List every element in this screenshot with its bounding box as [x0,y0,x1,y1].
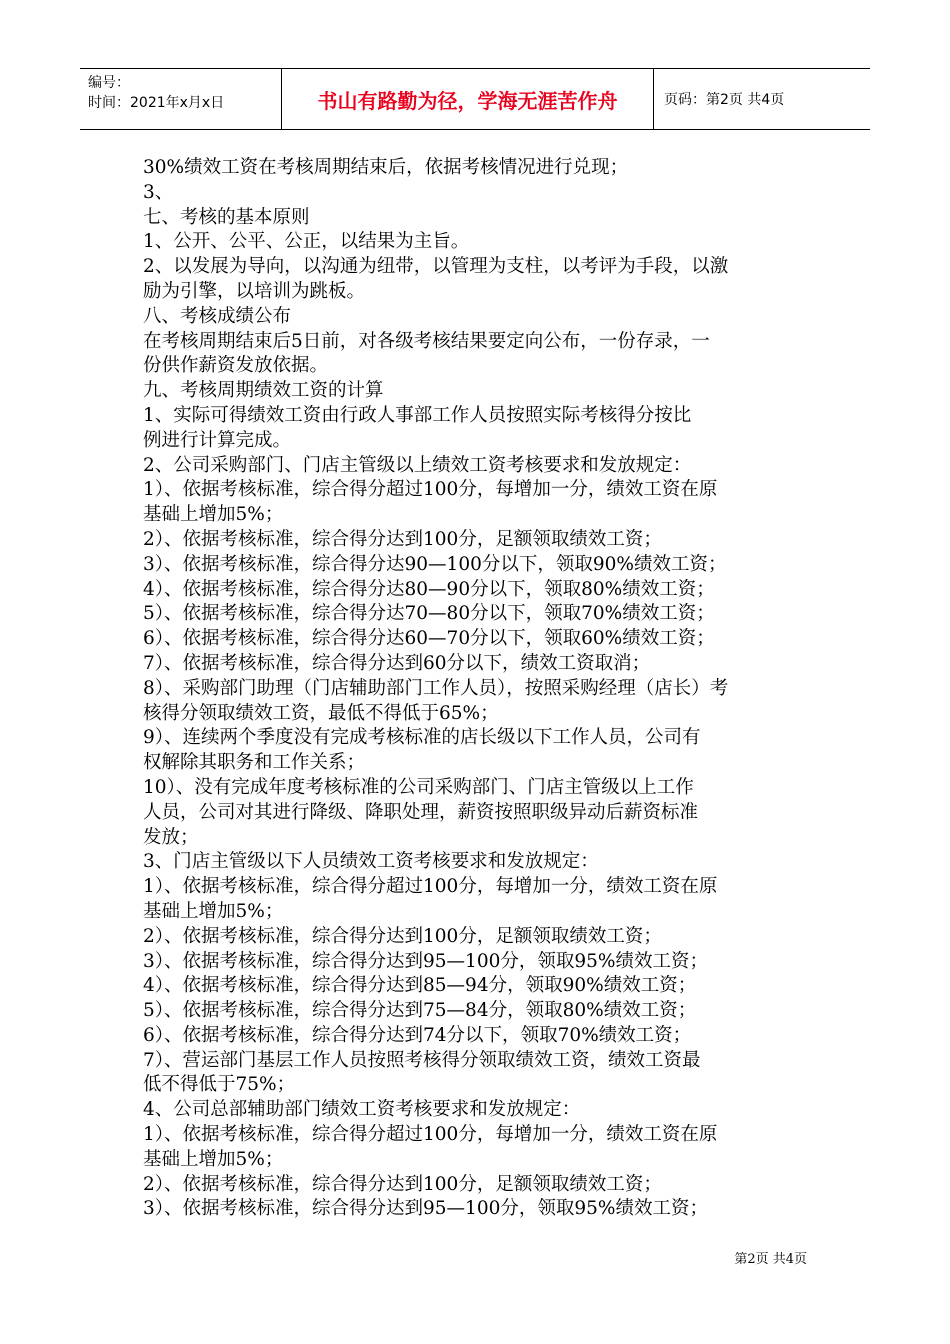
body-line: 基础上增加5%； [143,1148,284,1170]
body-line: 6）、依据考核标准，综合得分达到74分以下，领取70%绩效工资； [143,1024,692,1046]
body-line: 8）、采购部门助理（门店辅助部门工作人员），按照采购经理（店长）考 [143,677,729,699]
body-line: 权解除其职务和工作关系； [143,752,366,774]
body-line: 1）、依据考核标准，综合得分超过100分，每增加一分，绩效工资在原 [143,876,718,898]
body-line: 人员，公司对其进行降级、降职处理，薪资按照职级异动后薪资标准 [143,801,699,823]
body-line: 3）、依据考核标准，综合得分达到95—100分，领取95%绩效工资； [143,1198,708,1220]
body-line: 5）、依据考核标准，综合得分达70—80分以下，领取70%绩效工资； [143,603,715,625]
body-line: 七、考核的基本原则 [143,206,310,228]
body-line: 2、以发展为导向，以沟通为纽带，以管理为支柱，以考评为手段，以激 [143,256,729,278]
body-line: 基础上增加5%； [143,504,284,526]
body-line: 励为引擎，以培训为跳板。 [143,280,366,302]
document-number-label: 编号： [88,75,130,91]
body-line: 4、公司总部辅助部门绩效工资考核要求和发放规定： [143,1099,581,1121]
body-line: 10）、没有完成年度考核标准的公司采购部门、门店主管级以上工作 [143,776,694,798]
header-meta [80,69,282,129]
page-header [80,68,870,130]
body-line: 3）、依据考核标准，综合得分达到95—100分，领取95%绩效工资； [143,950,708,972]
body-line: 5）、依据考核标准，综合得分达到75—84分，领取80%绩效工资； [143,1000,697,1022]
body-line: 份供作薪资发放依据。 [143,355,329,377]
body-line: 发放； [143,826,199,848]
body-line: 4）、依据考核标准，综合得分达到85—94分，领取90%绩效工资； [143,975,697,997]
document-body [143,156,815,1222]
body-line: 例进行计算完成。 [143,429,292,451]
body-line: 九、考核周期绩效工资的计算 [143,380,384,402]
body-line: 2）、依据考核标准，综合得分达到100分，足额领取绩效工资； [143,1173,662,1195]
document-time-label: 时间：2021年x月x日 [88,95,225,111]
body-line: 核得分领取绩效工资，最低不得低于65%； [143,702,499,724]
body-line: 4）、依据考核标准，综合得分达80—90分以下，领取80%绩效工资； [143,578,715,600]
body-line: 1、实际可得绩效工资由行政人事部工作人员按照实际考核得分按比 [143,404,692,426]
body-line: 1）、依据考核标准，综合得分超过100分，每增加一分，绩效工资在原 [143,479,718,501]
page-footer: 第2页 共4页 [734,1252,807,1267]
body-line: 3、 [143,181,174,203]
body-line: 在考核周期结束后5日前，对各级考核结果要定向公布，一份存录，一 [143,330,710,352]
body-line: 低不得低于75%； [143,1074,296,1096]
body-line: 3、门店主管级以下人员绩效工资考核要求和发放规定： [143,851,599,873]
body-line: 30%绩效工资在考核周期结束后，依据考核情况进行兑现； [143,157,629,178]
body-line: 3）、依据考核标准，综合得分达90—100分以下，领取90%绩效工资； [143,553,727,575]
body-line: 基础上增加5%； [143,900,284,922]
body-line: 6）、依据考核标准，综合得分达60—70分以下，领取60%绩效工资； [143,628,715,650]
body-line: 7）、营运部门基层工作人员按照考核得分领取绩效工资，绩效工资最 [143,1049,701,1071]
body-line: 八、考核成绩公布 [143,305,292,327]
header-motto: 书山有路勤为径，学海无涯苦作舟 [282,69,654,129]
body-line: 2）、依据考核标准，综合得分达到100分，足额领取绩效工资； [143,528,662,550]
body-line: 1）、依据考核标准，综合得分超过100分，每增加一分，绩效工资在原 [143,1124,718,1146]
body-line: 9）、连续两个季度没有完成考核标准的店长级以下工作人员，公司有 [143,727,701,749]
body-line: 2）、依据考核标准，综合得分达到100分，足额领取绩效工资； [143,925,662,947]
body-line: 7）、依据考核标准，综合得分达到60分以下，绩效工资取消； [143,652,651,674]
header-page-info: 页码：第2页 共4页 [664,92,785,108]
body-line: 2、公司采购部门、门店主管级以上绩效工资考核要求和发放规定： [143,454,692,476]
body-line: 1、公开、公平、公正，以结果为主旨。 [143,231,470,253]
